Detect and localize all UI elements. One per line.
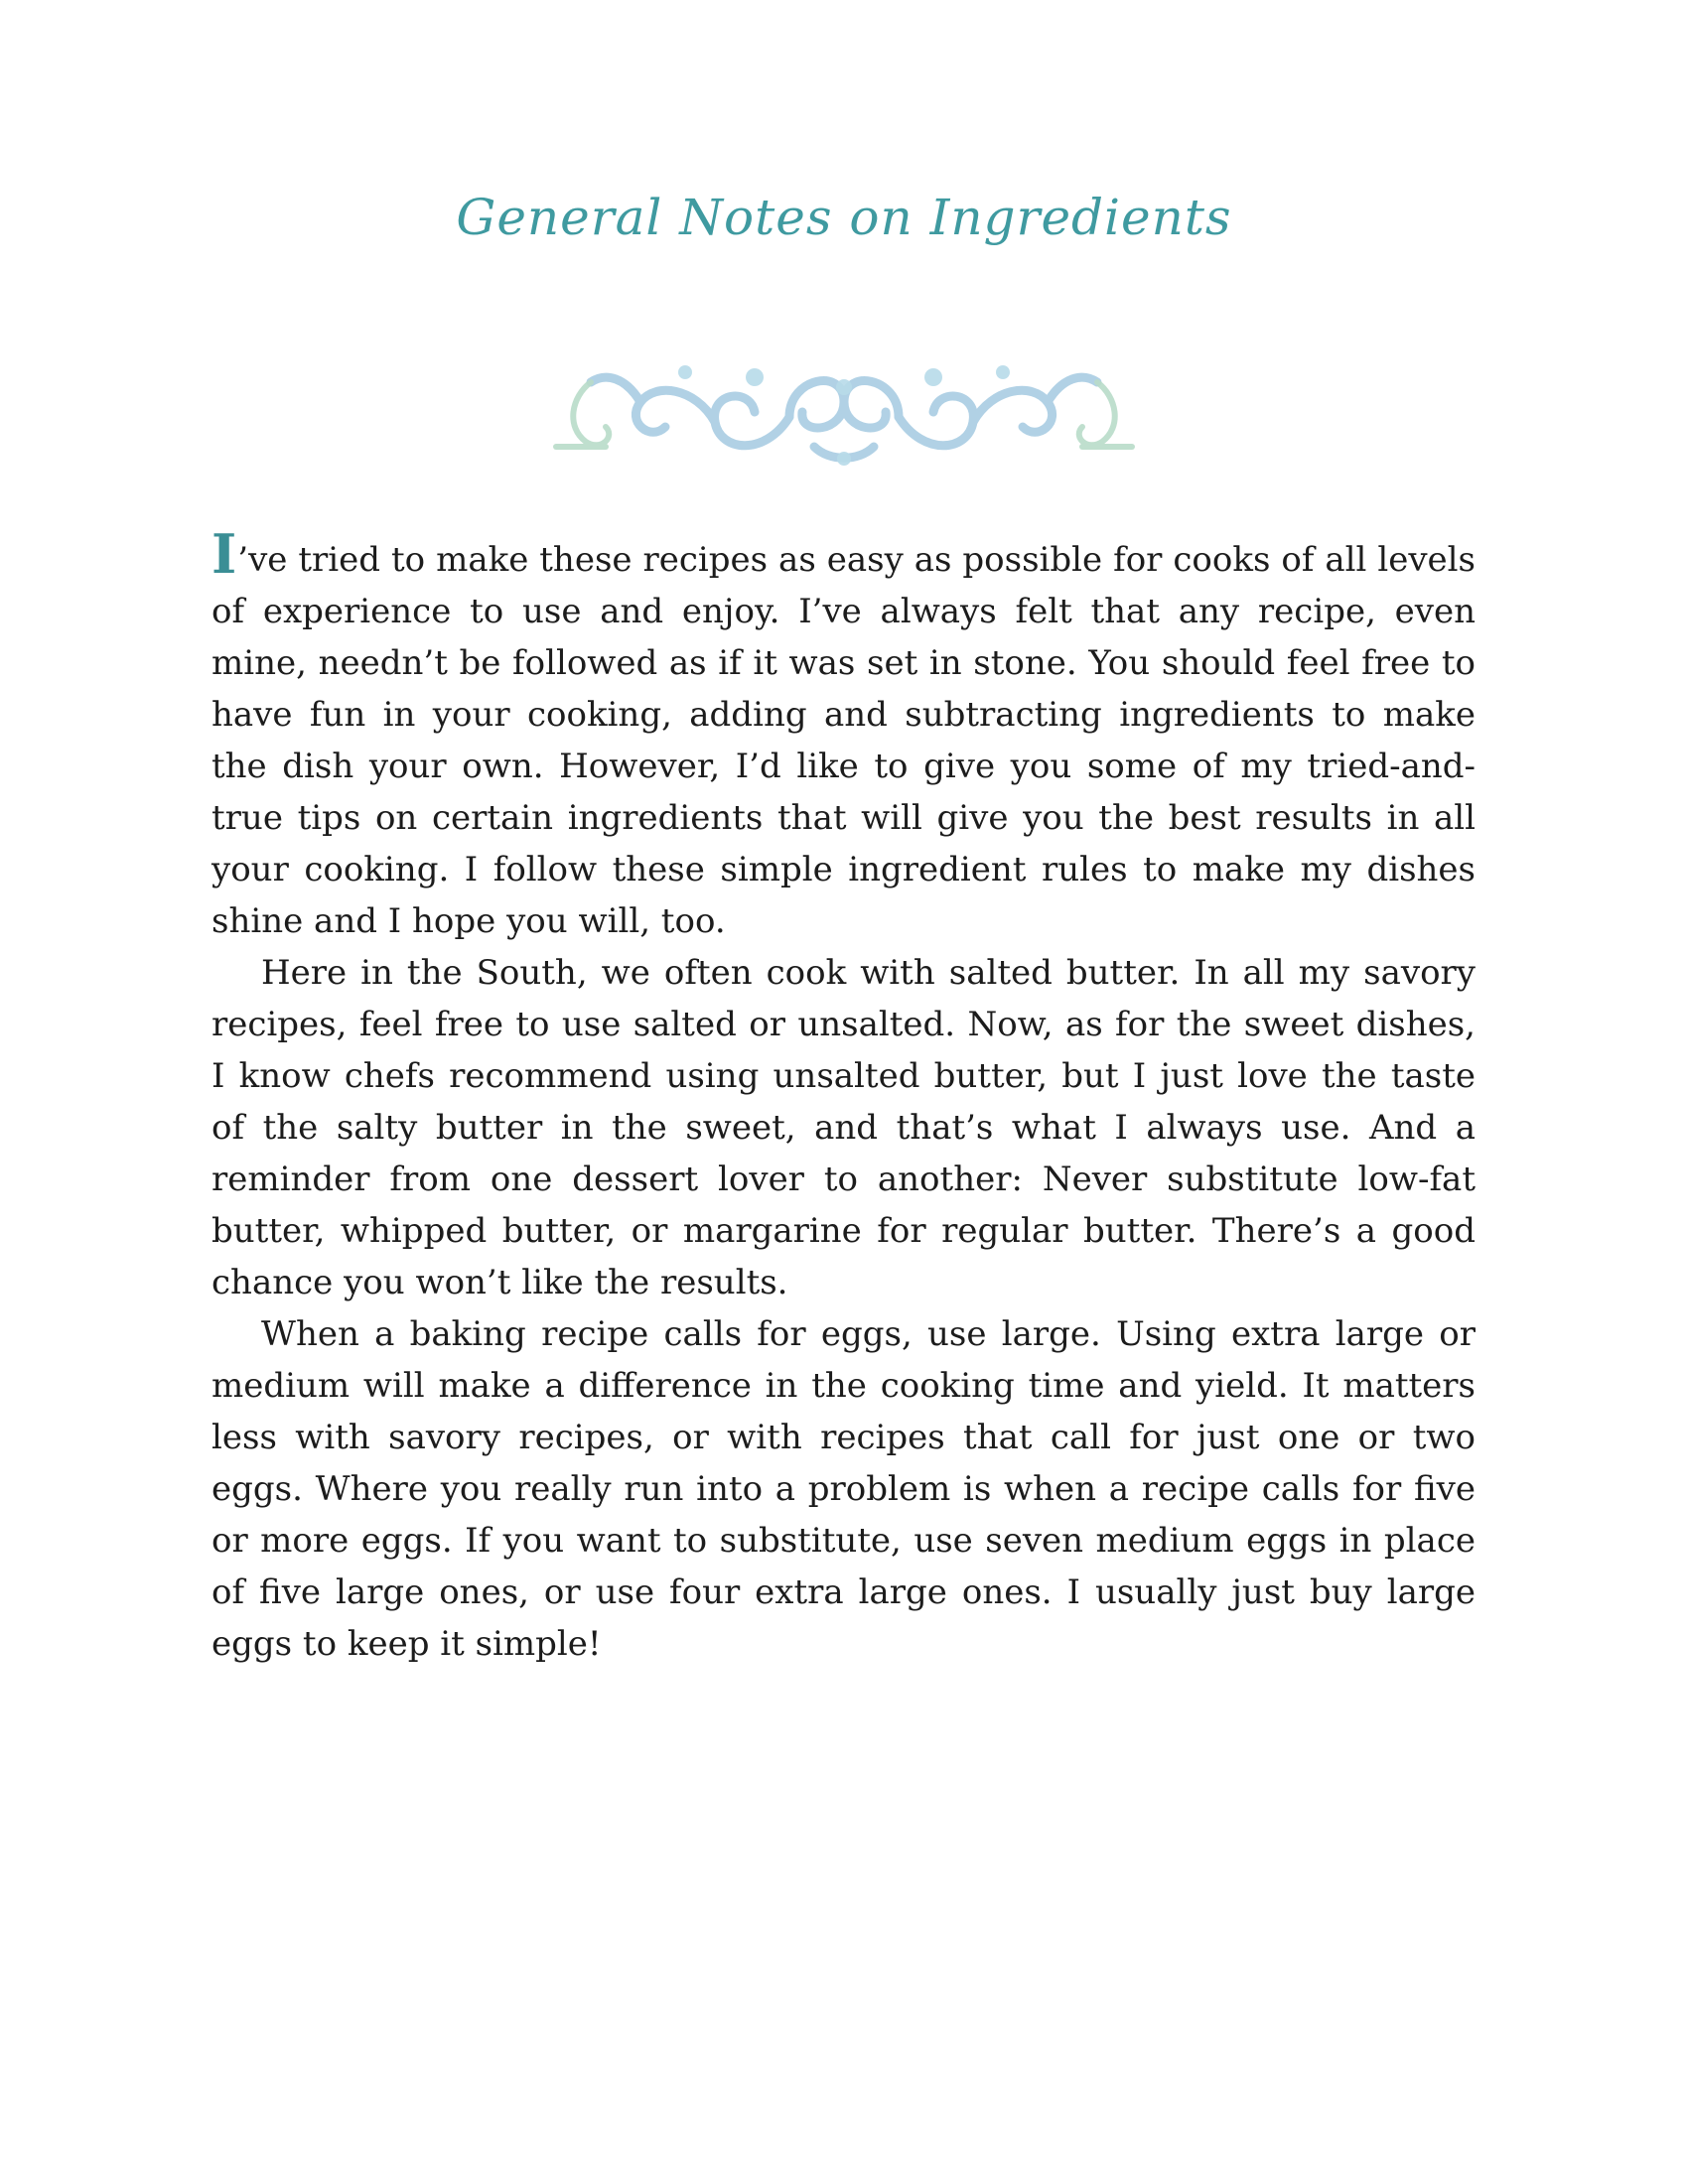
paragraph-butter: Here in the South, we often cook with salted butter. In all my savory recipes, feel free to use salted or unsalted. Now, as for the sweet dishes, I know chefs recommend using unsalted butter, but I just love the taste of the salty butter in the sweet, and that’s what I always use. And a reminder from one dessert lover to another: Never substitute low-fat butter, whipped butter, or margarine for regular butter. There’s a good chance you won’t like the results.: [211, 953, 1476, 1302]
paragraph-eggs: When a baking recipe calls for eggs, use large. Using extra large or medium will make a difference in the cooking time and yield. It matters less with savory recipes, or with recipes that call for just one or two eggs. Where you really run into a problem is when a recipe calls for five or more eggs. If you want to substitute, use seven medium eggs in place of five large ones, or use four extra large ones. I usually just buy large eggs to keep it simple!: [211, 1314, 1476, 1664]
paragraph-intro: [211, 522, 1476, 947]
floral-scroll-ornament-icon: [546, 347, 1142, 472]
paragraph-intro-text: ’ve tried to make these recipes as easy as possible for cooks of all levels of experience to use and enjoy. I’ve always felt that any recipe, even mine, needn’t be followed as if it was set in stone. You should feel free to have fun in your cooking, adding and subtracting ingredients to make the dish your own. However, I’d like to give you some of my tried-and-true tips on certain ingredients that will give you the best results in all your cooking. I follow these simple ingredient rules to make my dishes shine and I hope you will, too.: [211, 540, 1476, 941]
page-title: General Notes on Ingredients: [456, 189, 1232, 246]
drop-cap: I: [211, 522, 237, 586]
body-text: [211, 522, 1476, 1670]
